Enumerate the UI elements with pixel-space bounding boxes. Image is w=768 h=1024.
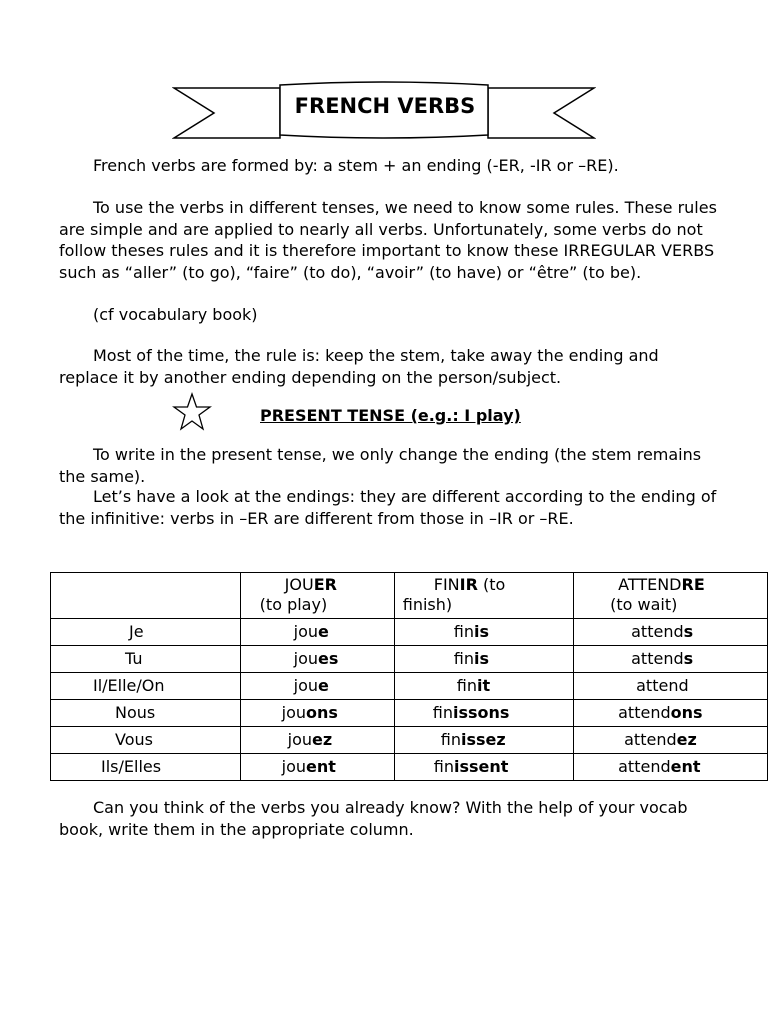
conjugation-cell xyxy=(240,646,394,673)
page-title: FRENCH VERBS xyxy=(294,94,476,118)
verb-ending: s xyxy=(683,649,694,668)
rules-paragraph: To use the verbs in different tenses, we need to know some rules. These rules are simple and are applied to nearly all verbs. Unfortunately, some verbs do not follow theses rules and it is therefore important to know these IRREGULAR VERBS such as “aller” (to go), “faire” (to do), “avoir” (to have) or “être” (to be). xyxy=(59,198,717,282)
header-attendre: ATTENDRE (to wait) xyxy=(574,573,768,619)
conjugation-cell xyxy=(574,646,768,673)
verb-stem: fin xyxy=(456,676,477,695)
star-icon xyxy=(172,392,212,432)
conjugation-cell xyxy=(574,619,768,646)
verb-ending: issent xyxy=(453,757,509,776)
verb-stem: fin xyxy=(433,757,454,776)
endings-paragraph: Let’s have a look at the endings: they are different according to the ending of the infinitive: verbs in –ER are different from those in –IR or –RE. xyxy=(59,487,717,528)
table-row xyxy=(51,700,768,727)
table-row xyxy=(51,727,768,754)
conjugation-cell xyxy=(240,727,394,754)
verb-stem: attend xyxy=(618,703,671,722)
conjugation-cell xyxy=(394,754,573,781)
verb-ending: es xyxy=(318,649,339,668)
conjugation-cell xyxy=(394,727,573,754)
table-header-row xyxy=(51,573,768,619)
intro-paragraph: French verbs are formed by: a stem + an ending (-ER, -IR or –RE). xyxy=(93,156,619,175)
verb-stem: attend xyxy=(618,757,671,776)
conjugation-table xyxy=(50,572,768,781)
pronoun-cell: Ils/Elles xyxy=(51,754,241,781)
verb-stem: attend xyxy=(636,676,689,695)
verb-ending: ons xyxy=(670,703,703,722)
conjugation-cell xyxy=(574,727,768,754)
verb-ending: s xyxy=(683,622,694,641)
header-finir: FINIR (to finish) xyxy=(394,573,573,619)
conjugation-cell xyxy=(574,700,768,727)
verb-ending: is xyxy=(473,622,489,641)
header-jouer: JOUER (to play) xyxy=(240,573,394,619)
pronoun-cell: Vous xyxy=(51,727,241,754)
pronoun-cell: Il/Elle/On xyxy=(51,673,241,700)
table-row xyxy=(51,646,768,673)
verb-ending: e xyxy=(318,676,329,695)
verb-stem: attend xyxy=(631,649,684,668)
verb-ending: issons xyxy=(452,703,510,722)
verb-stem: fin xyxy=(453,649,474,668)
verb-stem: jou xyxy=(287,730,313,749)
conjugation-cell xyxy=(240,619,394,646)
verb-ending: ons xyxy=(306,703,338,722)
verb-ending: is xyxy=(473,649,489,668)
section-heading: PRESENT TENSE (e.g.: I play) xyxy=(260,406,521,425)
verb-ending: e xyxy=(318,622,329,641)
table-row xyxy=(51,673,768,700)
table-header-empty xyxy=(51,573,241,619)
pronoun-cell: Tu xyxy=(51,646,241,673)
verb-stem: jou xyxy=(281,757,307,776)
closing-paragraph: Can you think of the verbs you already know? With the help of your vocab book, write them in the appropriate column. xyxy=(59,798,688,839)
conjugation-cell xyxy=(394,700,573,727)
table-row xyxy=(51,619,768,646)
conjugation-cell xyxy=(574,754,768,781)
table-row xyxy=(51,754,768,781)
conjugation-cell xyxy=(394,619,573,646)
verb-stem: attend xyxy=(631,622,684,641)
stem-rule-paragraph: Most of the time, the rule is: keep the stem, take away the ending and replace it by another ending depending on the person/subject. xyxy=(59,346,659,387)
verb-ending: ent xyxy=(306,757,336,776)
verb-stem: jou xyxy=(293,622,319,641)
vocab-reference: (cf vocabulary book) xyxy=(93,305,258,324)
conjugation-cell xyxy=(394,673,573,700)
verb-stem: attend xyxy=(624,730,677,749)
conjugation-cell xyxy=(574,673,768,700)
conjugation-cell xyxy=(240,700,394,727)
verb-stem: jou xyxy=(293,649,319,668)
verb-ending: ez xyxy=(676,730,697,749)
verb-stem: fin xyxy=(440,730,461,749)
conjugation-cell xyxy=(394,646,573,673)
verb-stem: fin xyxy=(432,703,453,722)
verb-ending: ez xyxy=(312,730,333,749)
pronoun-cell: Je xyxy=(51,619,241,646)
verb-ending: issez xyxy=(460,730,506,749)
verb-ending: ent xyxy=(670,757,701,776)
pronoun-cell: Nous xyxy=(51,700,241,727)
present-tense-paragraph: To write in the present tense, we only change the ending (the stem remains the same). xyxy=(59,445,702,486)
conjugation-cell xyxy=(240,673,394,700)
verb-stem: jou xyxy=(293,676,319,695)
conjugation-cell xyxy=(240,754,394,781)
verb-stem: fin xyxy=(453,622,474,641)
verb-ending: it xyxy=(476,676,491,695)
verb-stem: jou xyxy=(281,703,307,722)
